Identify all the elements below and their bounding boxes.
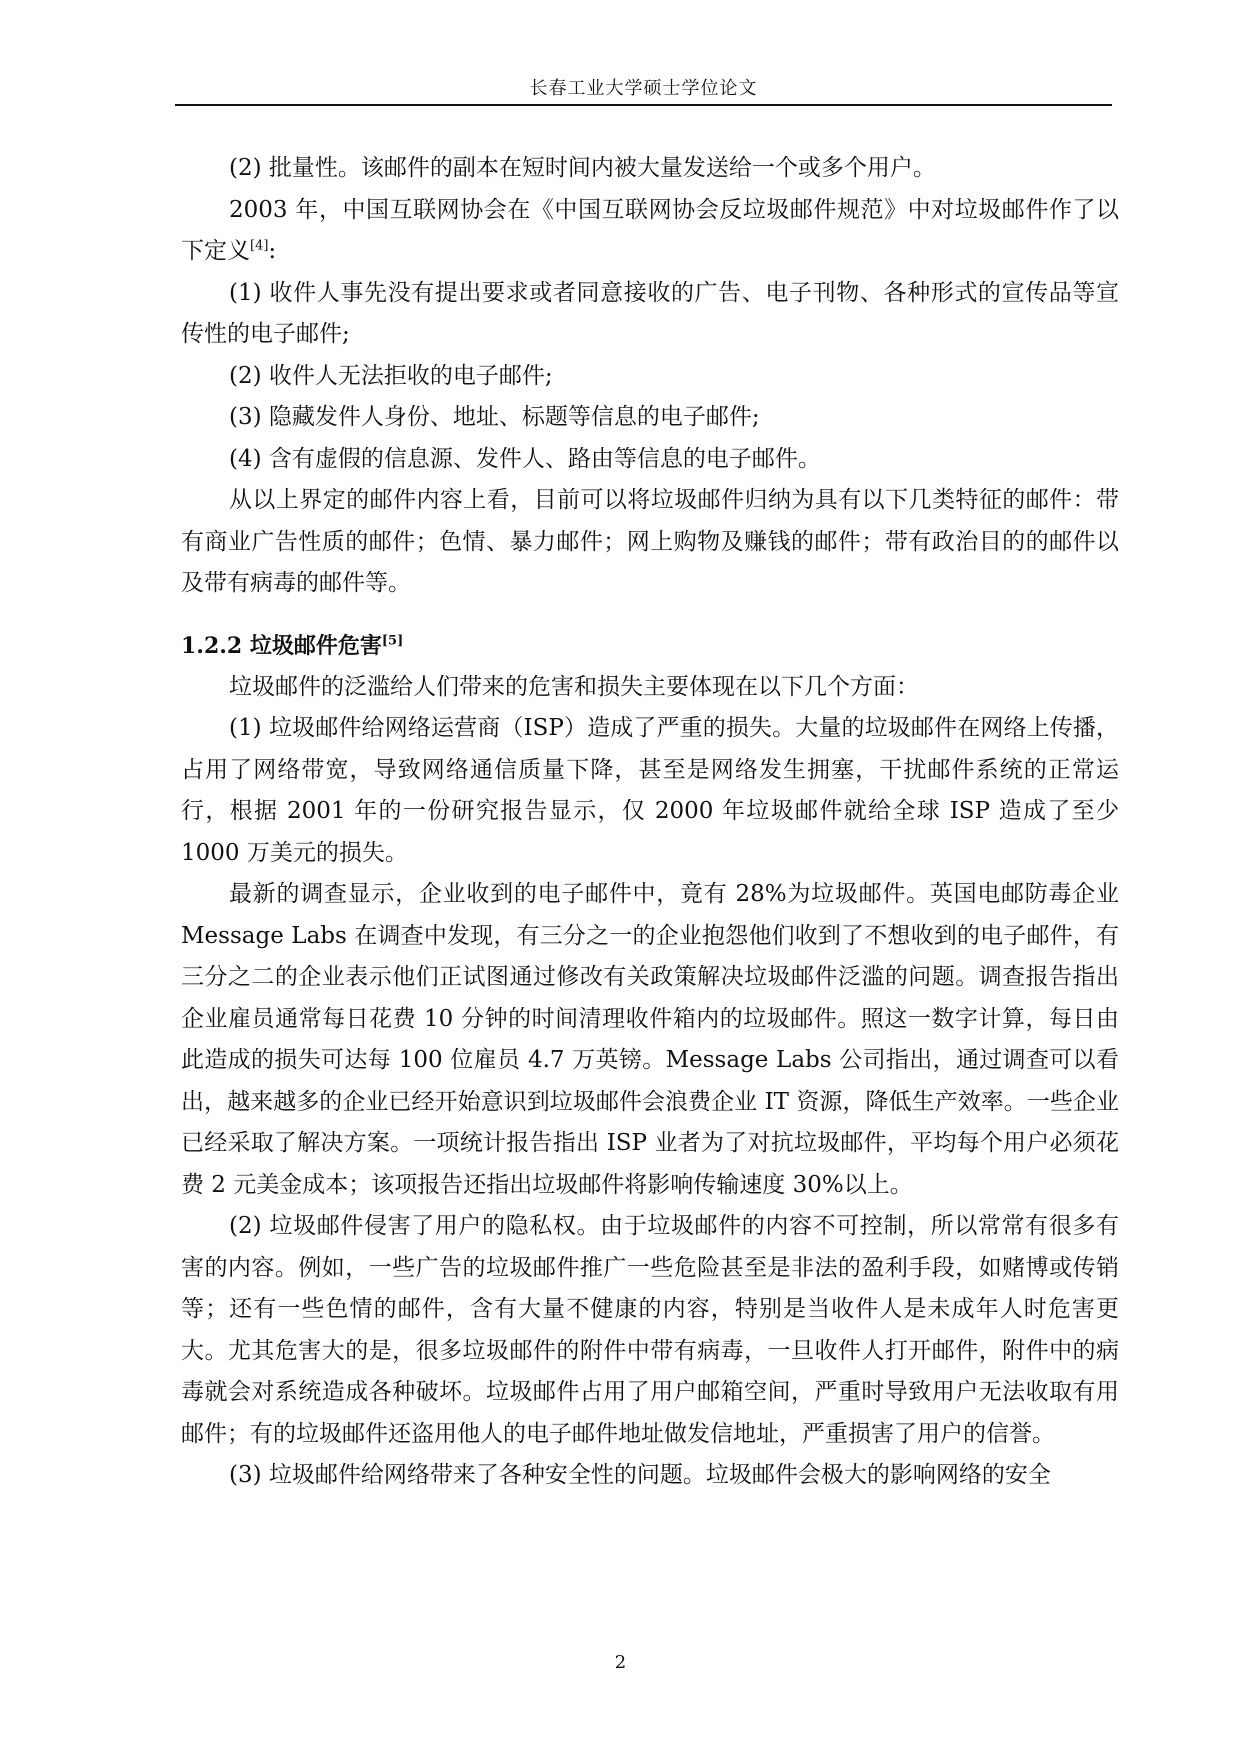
header-rule: [175, 104, 1112, 106]
section-heading: [181, 625, 1119, 667]
paragraph-end: :: [268, 238, 277, 264]
paragraph: [181, 190, 1119, 273]
page-number: 2: [614, 1652, 627, 1673]
body-text: [181, 148, 1119, 1497]
paragraph: (2) 收件人无法拒收的电子邮件;: [229, 362, 553, 389]
paragraph-text: 2003 年，中国互联网协会在《中国互联网协会反垃圾邮件规范》中对垃圾邮件作了以下定义: [181, 196, 1119, 264]
paragraph: (1) 收件人事先没有提出要求或者同意接收的广告、电子刊物、各种形式的宣传品等宣传性的电子邮件;: [181, 279, 1119, 347]
paragraph: (3) 隐藏发件人身份、地址、标题等信息的电子邮件;: [229, 404, 760, 430]
paragraph: 垃圾邮件的泛滥给人们带来的危害和损失主要体现在以下几个方面：: [229, 673, 919, 700]
paragraph: (2) 批量性。该邮件的副本在短时间内被大量发送给一个或多个用户。: [229, 155, 936, 181]
running-header: 长春工业大学硕士学位论文: [529, 78, 758, 99]
paragraph: (4) 含有虚假的信息源、发件人、路由等信息的电子邮件。: [229, 445, 821, 472]
paragraph: 从以上界定的邮件内容上看，目前可以将垃圾邮件归纳为具有以下几类特征的邮件：带有商业广告性质的邮件；色情、暴力邮件；网上购物及赚钱的邮件；带有政治目的的邮件以及带有病毒的邮件等。: [181, 487, 1119, 596]
citation-ref: [5]: [381, 633, 404, 649]
paragraph: (1) 垃圾邮件给网络运营商（ISP）造成了严重的损失。大量的垃圾邮件在网络上传播，占用了网络带宽，导致网络通信质量下降，甚至是网络发生拥塞，干扰邮件系统的正常运行，根据 2001 年的一份研究报告显示，仅 2000 年垃圾邮件就给全球 ISP 造成了至少 1000 万美元的损失。: [181, 715, 1119, 866]
paragraph: (2) 垃圾邮件侵害了用户的隐私权。由于垃圾邮件的内容不可控制，所以常常有很多有害的内容。例如，一些广告的垃圾邮件推广一些危险甚至是非法的盈利手段，如赌博或传销等；还有一些色情的邮件，含有大量不健康的内容，特别是当收件人是未成年人时危害更大。尤其危害大的是，很多垃圾邮件的附件中带有病毒，一旦收件人打开邮件，附件中的病毒就会对系统造成各种破坏。垃圾邮件占用了用户邮箱空间，严重时导致用户无法收取有用邮件；有的垃圾邮件还盗用他人的电子邮件地址做发信地址，严重损害了用户的信誉。: [181, 1213, 1119, 1447]
paragraph: 最新的调查显示，企业收到的电子邮件中，竟有 28%为垃圾邮件。英国电邮防毒企业 Message Labs 在调查中发现，有三分之一的企业抱怨他们收到了不想收到的电子邮件，有三分之二的企业表示他们正试图通过修改有关政策解决垃圾邮件泛滥的问题。调查报告指出企业雇员通常每日花费 10 分钟的时间清理收件箱内的垃圾邮件。照这一数字计算，每日由此造成的损失可达每 100 位雇员 4.7 万英镑。Message Labs 公司指出，通过调查可以看出，越来越多的企业已经开始意识到垃圾邮件会浪费企业 IT 资源，降低生产效率。一些企业已经采取了解决方案。一项统计报告指出 ISP 业者为了对抗垃圾邮件，平均每个用户必须花费 2 元美金成本；该项报告还指出垃圾邮件将影响传输速度 30%以上。: [181, 881, 1119, 1198]
citation-ref: [4]: [250, 238, 269, 254]
section-heading-text: 1.2.2 垃圾邮件危害: [181, 632, 382, 659]
paragraph: (3) 垃圾邮件给网络带来了各种安全性的问题。垃圾邮件会极大的影响网络的安全: [229, 1462, 1051, 1488]
